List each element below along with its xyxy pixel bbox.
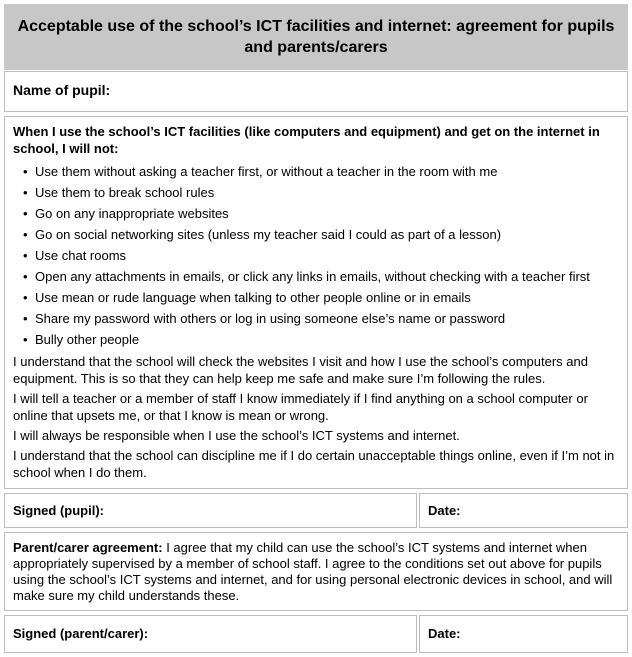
rule-item: • Share my password with others or log in using someone else’s name or password [23, 308, 619, 329]
agreement-form [4, 4, 628, 653]
pupil-signature-field[interactable] [4, 493, 417, 528]
rule-item: • Use them without asking a teacher first, or without a teacher in the room with me [23, 161, 619, 182]
rules-section [4, 116, 628, 489]
pupil-date-field[interactable] [419, 493, 628, 528]
rules-list [23, 161, 619, 350]
parent-signature-label: Signed (parent/carer): [13, 626, 149, 641]
rule-item: • Bully other people [23, 329, 619, 350]
parent-date-label: Date: [428, 626, 461, 641]
parent-agreement-heading: Parent/carer agreement: [13, 540, 163, 555]
parent-agreement-section [4, 532, 628, 611]
statement: I understand that the school will check the websites I visit and how I use the school’s computers and equipment. This is so that they can help keep me safe and make sure I’m following the rules. [13, 354, 588, 386]
pupil-date-label: Date: [428, 503, 461, 518]
rule-item: • Use chat rooms [23, 245, 619, 266]
statement: I will always be responsible when I use the school’s ICT systems and internet. [13, 428, 460, 443]
statement: I will tell a teacher or a member of staff I know immediately if I find anything on a school computer or online that upsets me, or that I know is mean or wrong. [13, 391, 588, 423]
statement: I understand that the school can discipline me if I do certain unacceptable things online, even if I’m not in school when I do them. [13, 448, 615, 480]
rules-intro: When I use the school’s ICT facilities (like computers and equipment) and get on the internet in school, I will not: [13, 124, 600, 156]
pupil-name-field[interactable] [4, 71, 628, 112]
rule-item: • Open any attachments in emails, or click any links in emails, without checking with a teacher first [23, 266, 619, 287]
rule-item: • Use them to break school rules [23, 182, 619, 203]
parent-signature-field[interactable] [4, 615, 417, 653]
rule-item: • Use mean or rude language when talking to other people online or in emails [23, 287, 619, 308]
rule-item: • Go on any inappropriate websites [23, 203, 619, 224]
parent-agreement-text: I agree that my child can use the school’s ICT systems and internet when appropriately supervised by a member of school staff. I agree to the conditions set out above for pupils using the school’s ICT systems and internet, and for using personal electronic devices in school, and will make sure my child understands these. [13, 540, 613, 603]
form-title: Acceptable use of the school’s ICT facilities and internet: agreement for pupils and parents/carers [4, 4, 628, 70]
rule-item: • Go on social networking sites (unless my teacher said I could as part of a lesson) [23, 224, 619, 245]
parent-date-field[interactable] [419, 615, 628, 653]
pupil-name-label: Name of pupil: [13, 82, 111, 98]
pupil-signature-label: Signed (pupil): [13, 503, 104, 518]
